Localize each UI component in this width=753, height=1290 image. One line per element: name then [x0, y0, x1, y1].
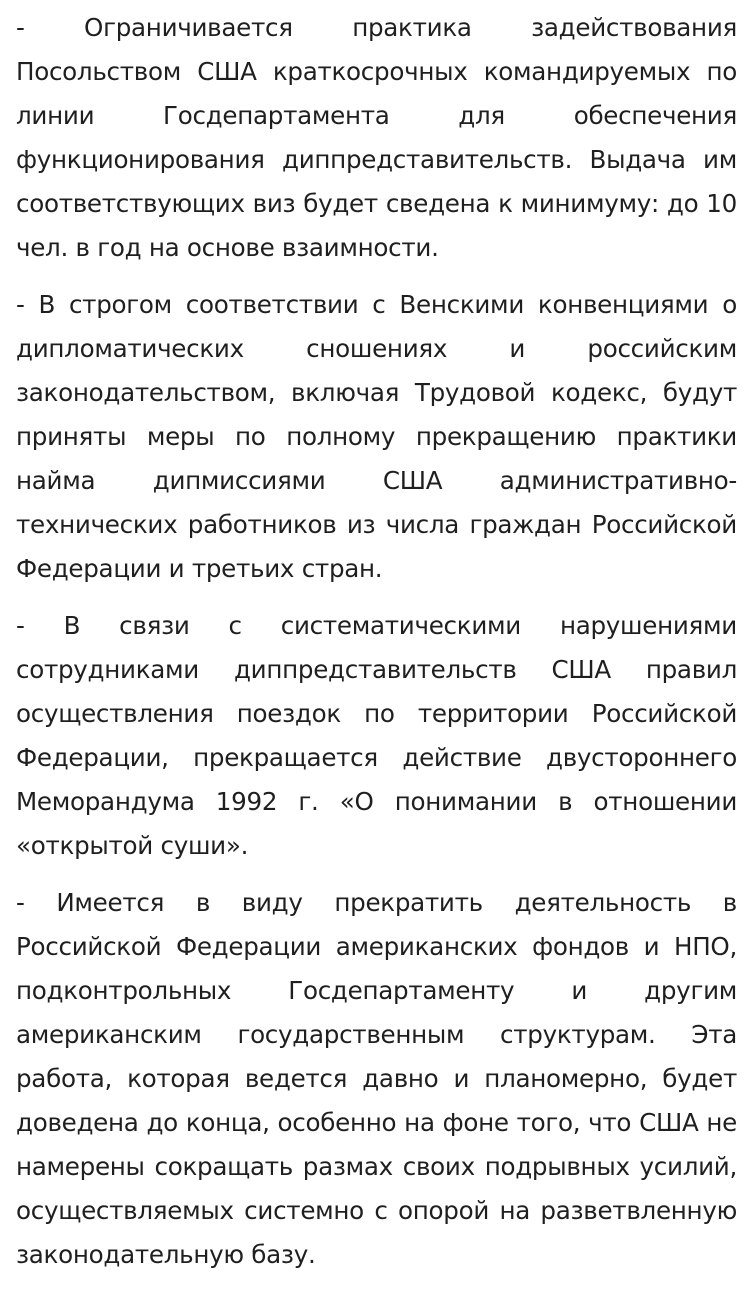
paragraph-ngo-activity: - Имеется в виду прекратить деятельность в Российской Федерации американских фондов и НПО, подконтрольных Госдепартаменту и другим американским государственным структурам. Эта работа, которая ведется давно и планомерно, будет доведена до конца, особенно на фоне того, что США не намерены сокращать размах своих подрывных усилий, осуществляемых системно с опорой на разветвленную законодательную базу. — [16, 888, 737, 1269]
paragraph-open-land-memorandum: - В связи с систематическими нарушениями сотрудниками диппредставительств США правил осуществления поездок по территории Российской Федерации, прекращается действие двустороннего Меморандума 1992 г. «О понимании в отношении «открытой суши». — [16, 611, 737, 860]
paragraph-visa-limit: - Ограничивается практика задействования Посольством США краткосрочных командируемых по линии Госдепартамента для обеспечения функционирования диппредставительств. Выдача им соответствующих виз будет сведена к минимуму: до 10 чел. в год на основе взаимности. — [16, 13, 737, 262]
document-body — [16, 6, 737, 1290]
paragraph-local-hiring: - В строгом соответствии с Венскими конвенциями о дипломатических сношениях и российским законодательством, включая Трудовой кодекс, будут приняты меры по полному прекращению практики найма дипмиссиями США административно-технических работников из числа граждан Российской Федерации и третьих стран. — [16, 290, 737, 583]
